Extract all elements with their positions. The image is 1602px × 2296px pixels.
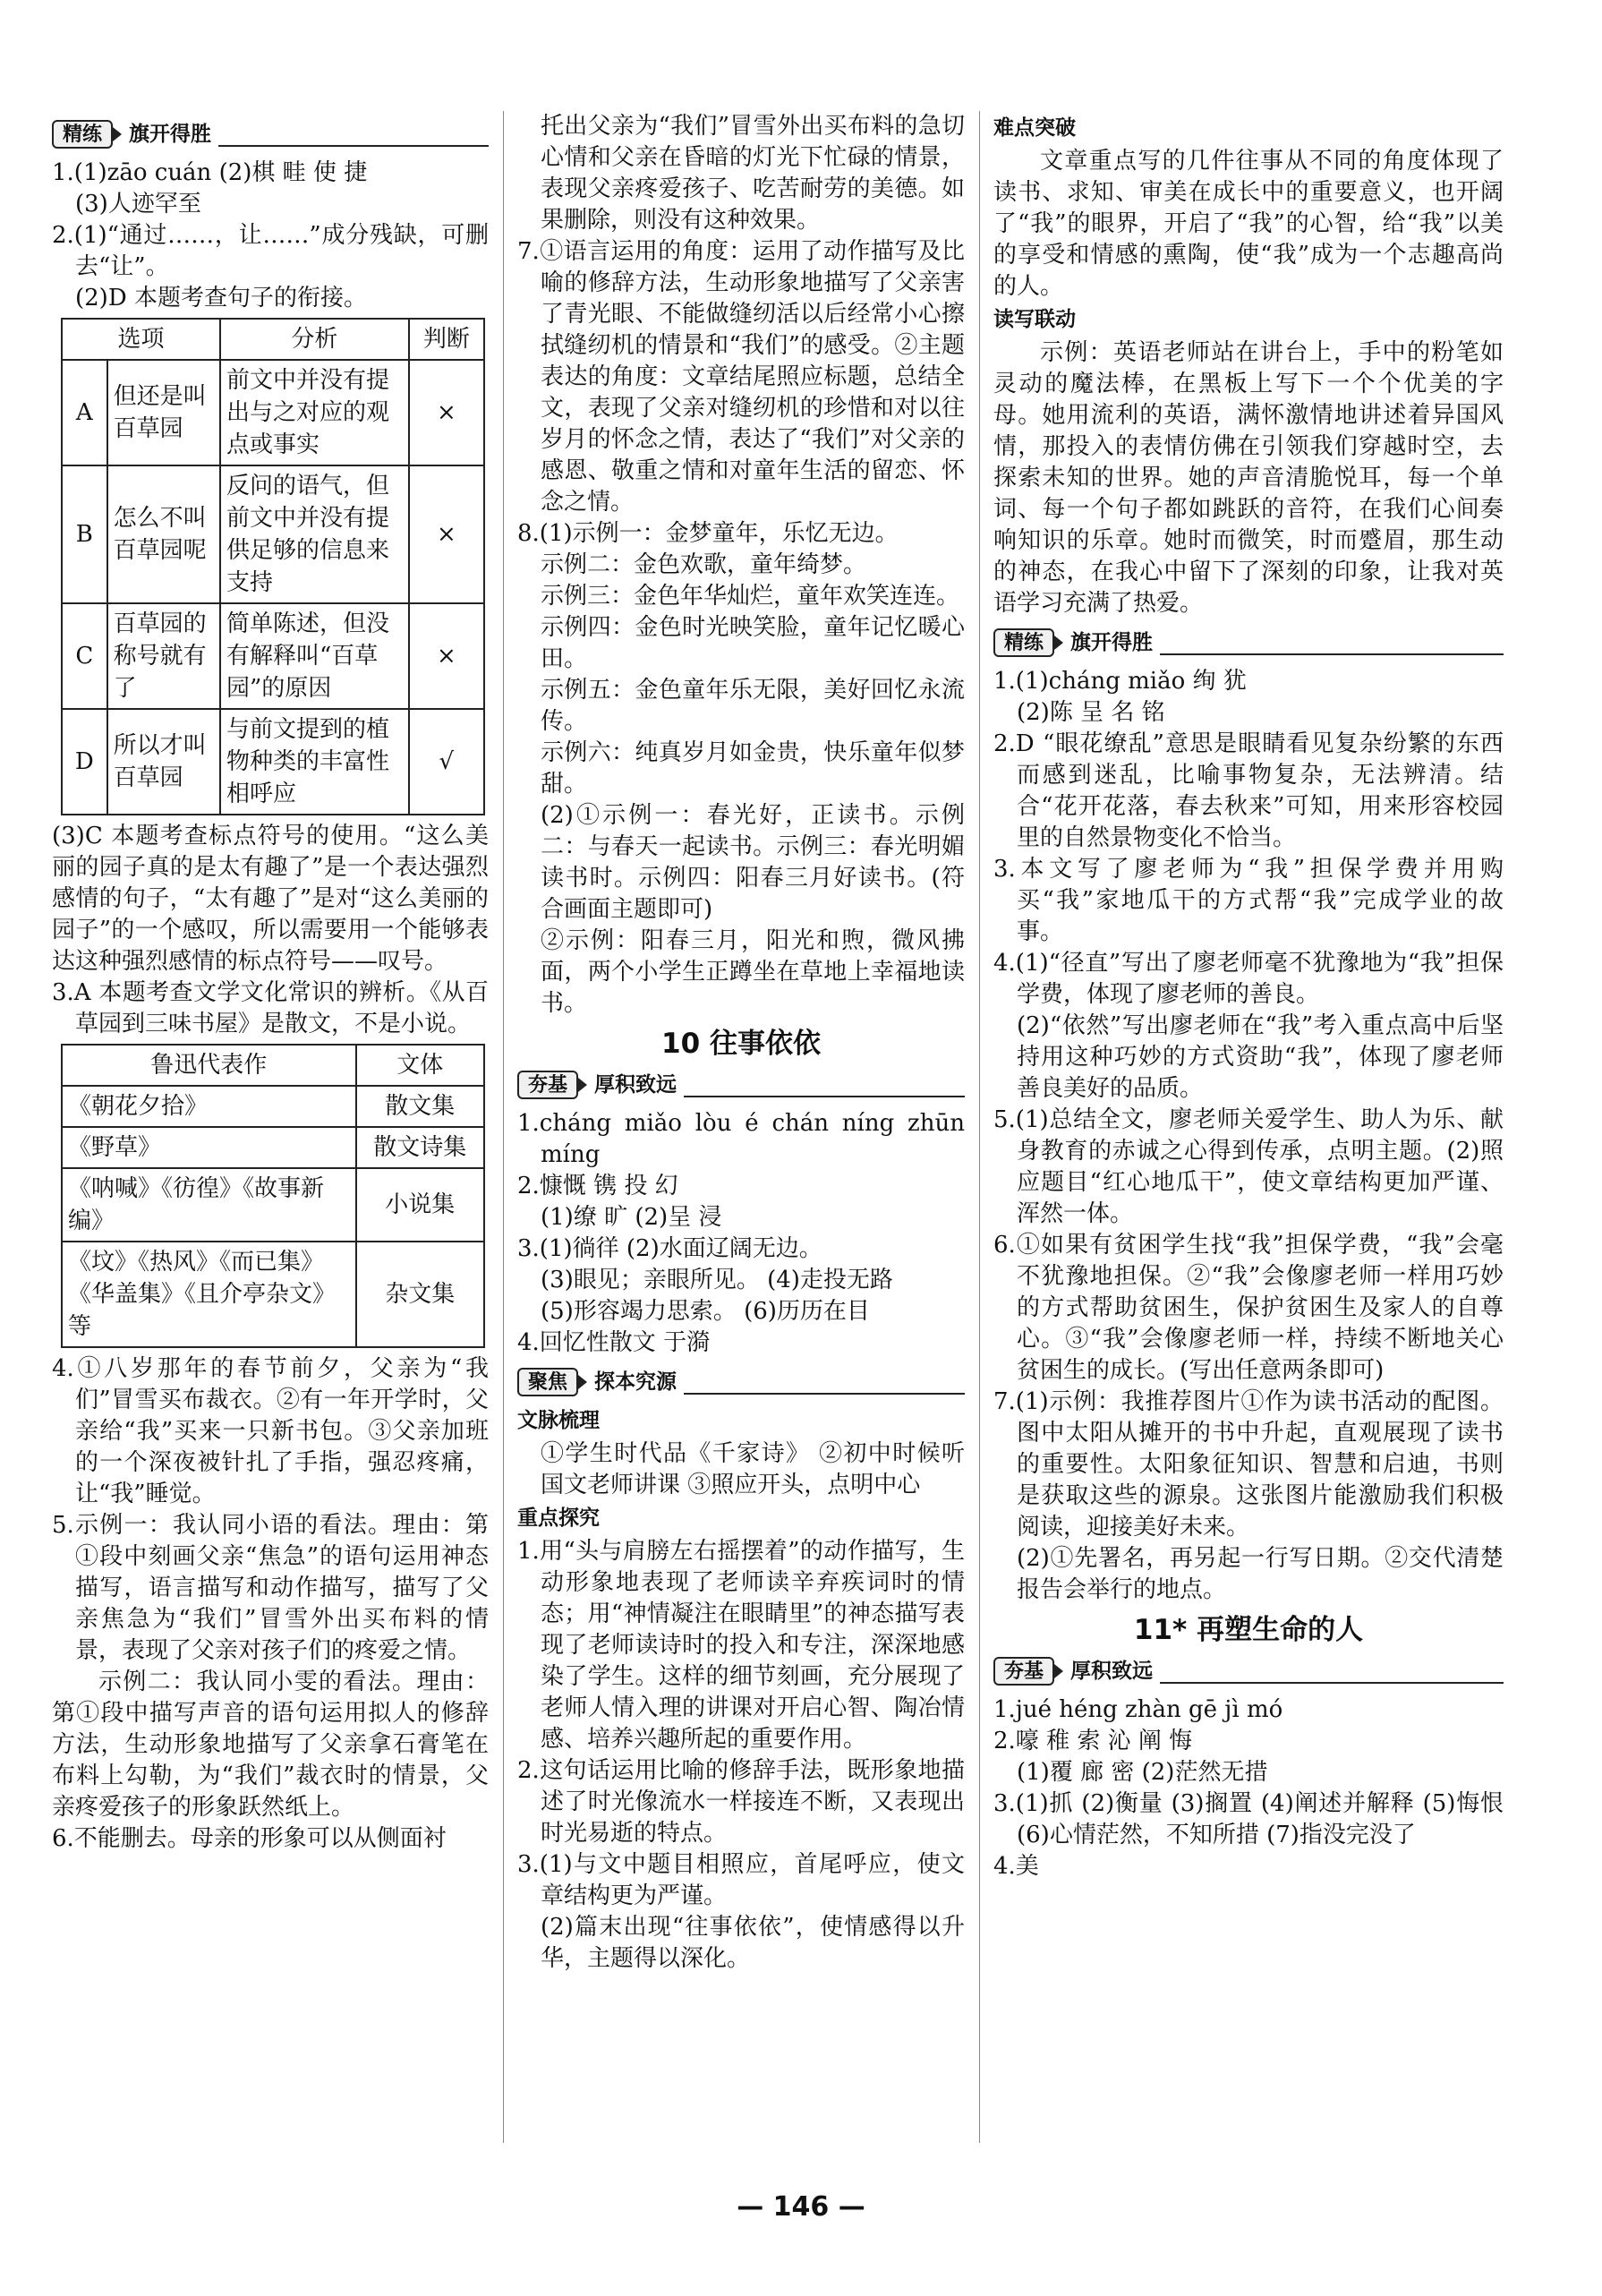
answer-2c: (3)C 本题考查标点符号的使用。“这么美丽的园子真的是太有趣了”是一个表达强烈感情的句子，“太有趣了”是对“这么美丽的园子”的一个感叹，所以需要用一个能够表达这种强烈感情的标点符号——叹号。 xyxy=(52,823,489,975)
duxie-text: 示例：英语老师站在讲台上，手中的粉笔如灵动的魔法棒，在黑板上写下一个个优美的字母。她用流利的英语，满怀激情地讲述着异国风情，那投入的表情仿佛在引领我们穿越时空，去探索未知的世界。她的声音清脆悦耳，每一个单词、每一个句子都如跳跃的音符，在我们心间奏响知识的乐章。她时而微笑，时而蹙眉，那生动的神态，在我心中留下了深刻的印象，让我对英语学习充满了热爱。 xyxy=(993,339,1504,617)
practice-2: 2.D “眼花缭乱”意思是眼睛看见复杂纷繁的东西而感到迷乱，比喻事物复杂，无法辨清。结合“花开花落，春去秋来”可知，用来形容校园里的自然景物变化不恰当。 xyxy=(993,730,1504,851)
answer-5b: 示例二：我认同小雯的看法。理由：第①段中描写声音的语句运用拟人的修辞方法，生动形象地描写了父亲拿石膏笔在布料上勾勒，为“我们”裁衣时的情景，父亲疼爱孩子的形象跃然纸上。 xyxy=(52,1669,489,1821)
option-cell: A xyxy=(62,360,107,465)
section-title: 厚积致远 xyxy=(1070,1659,1154,1683)
page-number: — 146 — xyxy=(737,2191,865,2223)
section-header-hangji-2 xyxy=(993,1653,1504,1689)
practice-1: 1.(1)cháng miǎo 绚 犹 xyxy=(993,668,1247,695)
luxun-works-table xyxy=(61,1044,485,1348)
divider xyxy=(1160,1682,1504,1684)
column-2 xyxy=(517,111,965,1975)
column-3 xyxy=(993,111,1504,1882)
answer-5: 5.示例一：我认同小语的看法。理由：第①段中刻画父亲“焦急”的语句运用神态描写，语言描写和动作描写，描写了父亲焦急为“我们”冒雪外出买布料的情景，表现了父亲对孩子们的疼爱之情。 xyxy=(52,1512,489,1664)
answer-8-example2: 示例二：金色欢歌，童年绮梦。 xyxy=(541,551,867,578)
judge-cell: × xyxy=(409,603,484,709)
genre-cell: 杂文集 xyxy=(356,1242,484,1347)
option-cell: B xyxy=(62,465,107,603)
genre-cell: 散文诗集 xyxy=(356,1127,484,1168)
table-row xyxy=(62,1168,484,1242)
basic-4: 4.回忆性散文 于漪 xyxy=(517,1329,711,1356)
focus-1: 1.用“头与肩膀左右摇摆着”的动作描写，生动形象地表现了老师读辛弃疾词时的情态；用“神情凝注在眼睛里”的神态描写表现了老师读诗时的投入和专注，深深地感染了学生。这样的细节刻画，充分展现了老师人情入理的讲课对开启心智、陶冶情感、培养兴趣所起的重要作用。 xyxy=(517,1538,965,1753)
work-cell: 《野草》 xyxy=(62,1127,356,1168)
sentence-cell: 怎么不叫百草园呢 xyxy=(107,465,220,603)
table-header: 鲁迅代表作 xyxy=(62,1045,356,1086)
option-cell: C xyxy=(62,603,107,709)
practice-7b: (2)①先署名，再另起一行写日期。②交代清楚报告会举行的地点。 xyxy=(1017,1545,1504,1603)
section-tag: 聚焦 xyxy=(517,1368,578,1396)
table-header: 判断 xyxy=(409,319,484,360)
basic-2b: (1)缭 旷 (2)呈 浸 xyxy=(541,1204,722,1231)
divider xyxy=(684,1393,965,1395)
analysis-cell: 前文中并没有提出与之对应的观点或事实 xyxy=(220,360,409,465)
answer-6: 6.不能删去。母亲的形象可以从侧面衬 xyxy=(52,1825,447,1852)
table-row xyxy=(62,1242,484,1347)
divider xyxy=(684,1096,965,1097)
arrow-icon xyxy=(578,1078,587,1092)
table-row xyxy=(62,1086,484,1127)
section-tag: 夯基 xyxy=(517,1071,578,1099)
section-header-jujiao xyxy=(517,1364,965,1400)
basic-11-2b: (1)覆 廊 密 (2)茫然无措 xyxy=(1017,1759,1268,1786)
analysis-table xyxy=(61,318,485,815)
table-header: 分析 xyxy=(220,319,409,360)
work-cell: 《呐喊》《彷徨》《故事新编》 xyxy=(62,1168,356,1242)
subheading-zhongdian: 重点探究 xyxy=(517,1506,600,1530)
arrow-icon xyxy=(1054,636,1063,650)
section-tag: 精练 xyxy=(52,120,113,149)
genre-cell: 散文集 xyxy=(356,1086,484,1127)
answer-8b: (2)①示例一：春光好，正读书。示例二：与春天一起读书。示例三：春光明媚读书时。示例四：阳春三月好读书。(符合画面主题即可) xyxy=(541,802,965,923)
practice-4b: (2)“依然”写出廖老师在“我”考入重点高中后坚持用这种巧妙的方式资助“我”，体现了廖老师善良美好的品质。 xyxy=(1017,1012,1504,1102)
analysis-cell: 与前文提到的植物种类的丰富性相呼应 xyxy=(220,709,409,815)
genre-cell: 小说集 xyxy=(356,1168,484,1242)
lesson-title-10: 10 往事依依 xyxy=(661,1028,821,1060)
answer-8: 8.(1)示例一：金梦童年，乐忆无边。 xyxy=(517,520,899,547)
answer-8c: ②示例：阳春三月，阳光和煦，微风拂面，两个小学生正蹲坐在草地上幸福地读书。 xyxy=(541,927,965,1017)
answer-2b: (2)D 本题考查句子的衔接。 xyxy=(75,285,367,312)
divider xyxy=(218,145,489,147)
practice-3: 3.本文写了廖老师为“我”担保学费并用购买“我”家地瓜干的方式帮“我”完成学业的故事。 xyxy=(993,856,1504,945)
answer-8-example3: 示例三：金色年华灿烂，童年欢笑连连。 xyxy=(541,583,960,610)
basic-11-4: 4.美 xyxy=(993,1853,1039,1880)
table-row xyxy=(62,1127,484,1168)
practice-5: 5.(1)总结全文，廖老师关爱学生、助人为乐、献身教育的赤诚之心得到传承，点明主题。(2)照应题目“红心地瓜干”，使文章结构更加严谨、浑然一体。 xyxy=(993,1106,1504,1227)
answer-8-example6: 示例六：纯真岁月如金贵，快乐童年似梦甜。 xyxy=(541,739,965,798)
section-header-hangji xyxy=(517,1067,965,1103)
sentence-cell: 但还是叫百草园 xyxy=(107,360,220,465)
answer-8-example4: 示例四：金色时光映笑脸，童年记忆暖心田。 xyxy=(541,614,965,672)
arrow-icon xyxy=(1054,1664,1063,1678)
answer-4: 4.①八岁那年的春节前夕，父亲为“我们”冒雪买布裁衣。②有一年开学时，父亲给“我”买来一只新书包。③父亲加班的一个深夜被针扎了手指，强忍疼痛，让“我”睡觉。 xyxy=(52,1355,489,1507)
judge-cell: √ xyxy=(409,709,484,815)
table-row xyxy=(62,603,484,709)
column-divider-right xyxy=(979,111,980,2143)
practice-1b: (2)陈 呈 名 铭 xyxy=(1017,699,1165,726)
subheading-nandian: 难点突破 xyxy=(993,116,1076,140)
sentence-cell: 百草园的称号就有了 xyxy=(107,603,220,709)
answer-2: 2.(1)“通过……，让……”成分残缺，可删去“让”。 xyxy=(52,222,489,280)
basic-3c: (5)形容竭力思索。 (6)历历在目 xyxy=(541,1298,870,1325)
basic-11-2: 2.嚎 稚 索 沁 阐 悔 xyxy=(993,1728,1193,1754)
answer-1b: (3)人迹罕至 xyxy=(75,191,201,218)
table-header: 选项 xyxy=(62,319,220,360)
focus-2: 2.这句话运用比喻的修辞手法，既形象地描述了时光像流水一样接连不断，又表现出时光易逝的特点。 xyxy=(517,1757,965,1847)
work-cell: 《朝花夕拾》 xyxy=(62,1086,356,1127)
analysis-cell: 简单陈述，但没有解释叫“百草园”的原因 xyxy=(220,603,409,709)
table-header-row xyxy=(62,1045,484,1086)
arrow-icon xyxy=(578,1375,587,1389)
section-title: 探本究源 xyxy=(594,1370,677,1394)
answer-6-cont: 托出父亲为“我们”冒雪外出买布料的急切心情和父亲在昏暗的灯光下忙碌的情景，表现父亲疼爱孩子、吃苦耐劳的美德。如果删除，则没有这种效果。 xyxy=(541,113,965,234)
judge-cell: × xyxy=(409,360,484,465)
analysis-cell: 反问的语气，但前文中并没有提供足够的信息来支持 xyxy=(220,465,409,603)
section-header-jinglian xyxy=(52,116,489,152)
practice-6: 6.①如果有贫困学生找“我”担保学费，“我”会毫不犹豫地担保。②“我”会像廖老师一样用巧妙的方式帮助贫困生，保护贫困生及家人的自尊心。③“我”会像廖老师一样，持续不断地关心贫困生的成长。(写出任意两条即可) xyxy=(993,1232,1504,1384)
sentence-cell: 所以才叫百草园 xyxy=(107,709,220,815)
answer-1: 1.(1)zāo cuán (2)棋 畦 使 捷 xyxy=(52,159,368,186)
basic-11-1: 1.jué héng zhàn gē jì mó xyxy=(993,1696,1283,1723)
subheading-wenmai: 文脉梳理 xyxy=(517,1409,600,1432)
basic-3b: (3)眼见；亲眼所见。 (4)走投无路 xyxy=(541,1267,893,1293)
section-tag: 夯基 xyxy=(993,1657,1054,1686)
table-row xyxy=(62,465,484,603)
wenmai-text: ①学生时代品《千家诗》 ②初中时候听国文老师讲课 ③照应开头，点明中心 xyxy=(541,1440,965,1498)
basic-11-3: 3.(1)抓 (2)衡量 (3)搁置 (4)阐述并解释 (5)悔恨 (6)心情茫然，不知所措 (7)指没完没了 xyxy=(993,1790,1504,1848)
section-title: 厚积致远 xyxy=(594,1072,677,1097)
basic-2: 2.慷慨 镌 投 幻 xyxy=(517,1173,678,1199)
answer-8-example5: 示例五：金色童年乐无限，美好回忆永流传。 xyxy=(541,677,965,735)
practice-7: 7.(1)示例：我推荐图片①作为读书活动的配图。图中太阳从摊开的书中升起，直观展现了读书的重要性。太阳象征知识、智慧和启迪，书则是获取这些的源泉。这张图片能激励我们积极阅读，迎接美好未来。 xyxy=(993,1388,1504,1541)
focus-3b: (2)篇末出现“往事依依”，使情感得以升华，主题得以深化。 xyxy=(541,1914,965,1972)
arrow-icon xyxy=(113,127,122,141)
table-row xyxy=(62,709,484,815)
section-title: 旗开得胜 xyxy=(129,122,212,146)
option-cell: D xyxy=(62,709,107,815)
answer-7: 7.①语言运用的角度：运用了动作描写及比喻的修辞方法，生动形象地描写了父亲害了青光眼、不能做缝纫活以后经常小心擦拭缝纫机的情景和“我们”的感受。②主题表达的角度：文章结尾照应标题，总结全文，表现了父亲对缝纫机的珍惜和对以往岁月的怀念之情，表达了“我们”对父亲的感恩、敬重之情和对童年生活的留恋、怀念之情。 xyxy=(517,238,965,516)
answer-3: 3.A 本题考查文学文化常识的辨析。《从百草园到三味书屋》是散文，不是小说。 xyxy=(52,979,489,1037)
practice-4: 4.(1)“径直”写出了廖老师毫不犹豫地为“我”担保学费，体现了廖老师的善良。 xyxy=(993,950,1504,1008)
judge-cell: × xyxy=(409,465,484,603)
divider xyxy=(1160,653,1504,655)
lesson-title-11: 11* 再塑生命的人 xyxy=(1133,1614,1364,1646)
table-header-row xyxy=(62,319,484,360)
nandian-text: 文章重点写的几件往事从不同的角度体现了读书、求知、审美在成长中的重要意义，也开阔了“我”的眼界，开启了“我”的心智，给“我”以美的享受和情感的熏陶，使“我”成为一个志趣高尚的人。 xyxy=(993,148,1504,300)
table-header: 文体 xyxy=(356,1045,484,1086)
focus-3: 3.(1)与文中题目相照应，首尾呼应，使文章结构更为严谨。 xyxy=(517,1851,965,1909)
section-header-jinglian-2 xyxy=(993,625,1504,661)
subheading-duxie: 读写联动 xyxy=(993,308,1076,331)
table-row xyxy=(62,360,484,465)
column-1 xyxy=(52,111,489,1855)
section-title: 旗开得胜 xyxy=(1070,630,1154,654)
column-divider-left xyxy=(503,111,504,2143)
work-cell: 《坟》《热风》《而已集》《华盖集》《且介亭杂文》等 xyxy=(62,1242,356,1347)
basic-1: 1.cháng miǎo lòu é chán níng zhūn míng xyxy=(517,1110,965,1168)
basic-3: 3.(1)徜徉 (2)水面辽阔无边。 xyxy=(517,1235,822,1262)
section-tag: 精练 xyxy=(993,628,1054,657)
